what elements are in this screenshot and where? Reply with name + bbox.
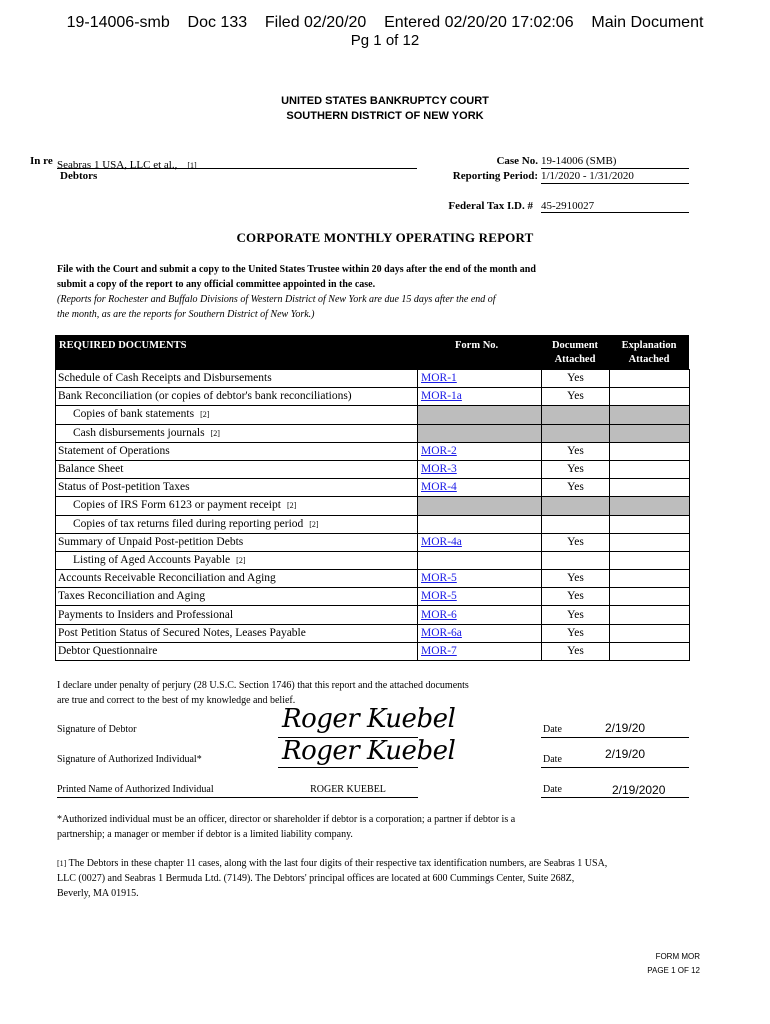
in-re-label: In re — [30, 155, 53, 167]
date-label-2: Date — [543, 754, 562, 765]
row-explanation-attached — [610, 388, 690, 406]
footnote-1-mark: [1] — [57, 859, 67, 868]
required-documents-table — [55, 369, 690, 661]
row-form-no — [418, 442, 542, 460]
row-label — [56, 588, 418, 606]
row-label-text: Status of Post-petition Taxes — [58, 481, 190, 494]
row-document-attached — [542, 515, 610, 533]
row-explanation-attached — [610, 497, 690, 515]
row-label-text: Post Petition Status of Secured Notes, Leases Payable — [58, 626, 306, 639]
row-form-no — [418, 406, 542, 424]
authorized-note-2: partnership; a manager or member if debtor is a limited liability company. — [57, 829, 353, 840]
court-district: SOUTHERN DISTRICT OF NEW YORK — [286, 110, 484, 122]
signature-authorized-label: Signature of Authorized Individual* — [57, 754, 202, 765]
row-label-text: Debtor Questionnaire — [58, 644, 158, 657]
row-label-text: Cash disbursements journals — [73, 426, 205, 439]
form-link[interactable]: MOR-1a — [421, 390, 462, 403]
row-label — [56, 551, 418, 569]
case-no-label: Case No. — [496, 155, 538, 167]
row-label-text: Schedule of Cash Receipts and Disbursements — [58, 372, 272, 385]
report-title: CORPORATE MONTHLY OPERATING REPORT — [236, 230, 534, 245]
row-explanation-attached — [610, 533, 690, 551]
row-document-attached — [542, 570, 610, 588]
table-row — [56, 370, 690, 388]
table-row — [56, 442, 690, 460]
row-document-attached — [542, 497, 610, 515]
row-explanation-attached — [610, 442, 690, 460]
attached-value: Yes — [567, 372, 584, 385]
row-explanation-attached — [610, 515, 690, 533]
row-label-text: Summary of Unpaid Post-petition Debts — [58, 535, 244, 548]
instruction-line-2: submit a copy of the report to any official committee appointed in the case. — [57, 279, 376, 290]
row-form-no — [418, 551, 542, 569]
row-form-no — [418, 624, 542, 642]
attached-value: Yes — [567, 444, 584, 457]
form-link[interactable]: MOR-5 — [421, 572, 457, 585]
date-value-2: 2/19/20 — [605, 747, 646, 761]
row-explanation-attached — [610, 424, 690, 442]
footer-form: FORM MOR — [655, 952, 700, 961]
table-row — [56, 551, 690, 569]
date-label-1: Date — [543, 724, 562, 735]
attached-value: Yes — [567, 463, 584, 476]
attached-value: Yes — [567, 608, 584, 621]
reporting-period-value: 1/1/2020 - 1/31/2020 — [541, 170, 689, 184]
row-label — [56, 606, 418, 624]
table-row — [56, 570, 690, 588]
row-form-no — [418, 497, 542, 515]
row-footnote-ref: [2] — [200, 410, 210, 420]
row-label — [56, 442, 418, 460]
signature-debtor-label: Signature of Debtor — [57, 724, 137, 735]
row-label-text: Taxes Reconciliation and Aging — [58, 590, 206, 603]
row-label-text: Balance Sheet — [58, 463, 124, 476]
date-line-1 — [541, 737, 689, 738]
row-form-no — [418, 533, 542, 551]
printed-name-value: ROGER KUEBEL — [310, 784, 386, 795]
row-document-attached — [542, 588, 610, 606]
table-row — [56, 606, 690, 624]
row-document-attached — [542, 624, 610, 642]
debtor-footnote-ref: [1] — [187, 161, 197, 170]
row-label — [56, 497, 418, 515]
date-value-1: 2/19/20 — [605, 721, 646, 735]
case-no-value: 19-14006 (SMB) — [541, 155, 689, 169]
row-label — [56, 370, 418, 388]
row-label-text: Copies of IRS Form 6123 or payment receipt — [73, 499, 281, 512]
row-document-attached — [542, 388, 610, 406]
attached-value: Yes — [567, 590, 584, 603]
row-explanation-attached — [610, 370, 690, 388]
row-label — [56, 570, 418, 588]
row-label — [56, 624, 418, 642]
attached-value: Yes — [567, 390, 584, 403]
row-form-no — [418, 370, 542, 388]
form-link[interactable]: MOR-4 — [421, 481, 457, 494]
row-label — [56, 406, 418, 424]
table-row — [56, 497, 690, 515]
row-explanation-attached — [610, 642, 690, 660]
reporting-period-label: Reporting Period: — [452, 170, 538, 182]
row-footnote-ref: [2] — [236, 555, 246, 565]
row-form-no — [418, 588, 542, 606]
form-link[interactable]: MOR-5 — [421, 590, 457, 603]
row-label — [56, 424, 418, 442]
row-label — [56, 515, 418, 533]
declaration-line-2: are true and correct to the best of my knowledge and belief. — [57, 695, 296, 706]
row-form-no — [418, 424, 542, 442]
attached-value: Yes — [567, 535, 584, 548]
instruction-line-1: File with the Court and submit a copy to the United States Trustee within 20 days after the end of the month and — [57, 264, 536, 275]
header-document-attached-1: Document — [551, 340, 599, 351]
row-label-text: Copies of tax returns filed during reporting period — [73, 517, 304, 530]
header-explanation-attached-1: Explanation — [621, 340, 677, 351]
date-value-3: 2/19/2020 — [612, 783, 666, 797]
date-line-2 — [541, 767, 689, 768]
form-link[interactable]: MOR-6 — [421, 608, 457, 621]
row-explanation-attached — [610, 406, 690, 424]
row-document-attached — [542, 406, 610, 424]
form-link[interactable]: MOR-3 — [421, 463, 457, 476]
footer-page: PAGE 1 OF 12 — [647, 966, 700, 975]
table-row — [56, 624, 690, 642]
row-label-text: Bank Reconciliation (or copies of debtor's bank reconciliations) — [58, 390, 352, 403]
debtor-name-line — [57, 155, 417, 169]
form-link[interactable]: MOR-4a — [421, 535, 462, 548]
signature-authorized-image: Roger Kuebel — [282, 736, 456, 766]
footnote-1-text-1: The Debtors in these chapter 11 cases, along with the last four digits of their respective tax identification numbers, are Seabras 1 USA, — [68, 858, 608, 869]
row-explanation-attached — [610, 588, 690, 606]
attached-value: Yes — [567, 572, 584, 585]
table-row — [56, 424, 690, 442]
row-label-text: Listing of Aged Accounts Payable — [73, 553, 231, 566]
printed-name-line — [57, 797, 418, 798]
row-label-text: Accounts Receivable Reconciliation and Aging — [58, 572, 276, 585]
row-explanation-attached — [610, 479, 690, 497]
table-row — [56, 642, 690, 660]
row-form-no — [418, 570, 542, 588]
row-document-attached — [542, 370, 610, 388]
row-explanation-attached — [610, 551, 690, 569]
form-link[interactable]: MOR-6a — [421, 626, 462, 639]
row-label — [56, 388, 418, 406]
ecf-header-page: Pg 1 of 12 — [350, 32, 420, 49]
row-form-no — [418, 606, 542, 624]
printed-name-label: Printed Name of Authorized Individual — [57, 784, 214, 795]
authorized-note-1: *Authorized individual must be an officer, director or shareholder if debtor is a corporation; a partner if debtor is a — [57, 814, 516, 825]
table-row — [56, 460, 690, 478]
signature-authorized-line — [278, 767, 418, 768]
table-row — [56, 588, 690, 606]
row-explanation-attached — [610, 606, 690, 624]
table-row — [56, 515, 690, 533]
row-document-attached — [542, 642, 610, 660]
row-document-attached — [542, 533, 610, 551]
instruction-line-3: (Reports for Rochester and Buffalo Divisions of Western District of New York are due 15 days after the end of — [57, 294, 496, 305]
row-document-attached — [542, 479, 610, 497]
court-name: UNITED STATES BANKRUPTCY COURT — [281, 95, 489, 107]
tax-id-value: 45-2910027 — [541, 200, 689, 213]
row-document-attached — [542, 606, 610, 624]
row-label — [56, 460, 418, 478]
row-document-attached — [542, 442, 610, 460]
ecf-header-line1: 19-14006-smb Doc 133 Filed 02/20/20 Entered 02/20/20 17:02:06 Main Document — [66, 14, 704, 31]
row-label-text: Payments to Insiders and Professional — [58, 608, 234, 621]
row-form-no — [418, 388, 542, 406]
table-row — [56, 388, 690, 406]
footnote-1-line-2: LLC (0027) and Seabras 1 Bermuda Ltd. (7149). The Debtors' principal offices are located at 600 Cummings Center, Suite 268Z, — [57, 873, 575, 884]
row-explanation-attached — [610, 460, 690, 478]
row-form-no — [418, 642, 542, 660]
debtor-name: Seabras 1 USA, LLC et al., — [57, 159, 178, 171]
table-row — [56, 533, 690, 551]
row-form-no — [418, 479, 542, 497]
row-document-attached — [542, 460, 610, 478]
table-row — [56, 406, 690, 424]
row-footnote-ref: [2] — [286, 501, 297, 511]
header-document-attached-2: Attached — [554, 354, 596, 365]
header-explanation-attached-2: Attached — [628, 354, 670, 365]
debtors-label: Debtors — [60, 170, 98, 182]
header-form-no: Form No. — [455, 340, 499, 351]
row-form-no — [418, 460, 542, 478]
row-label-text: Statement of Operations — [58, 444, 170, 457]
row-explanation-attached — [610, 570, 690, 588]
row-label — [56, 642, 418, 660]
header-required-documents: REQUIRED DOCUMENTS — [59, 340, 187, 351]
footnote-1-line-1 — [57, 858, 607, 869]
row-footnote-ref: [2] — [309, 519, 319, 529]
row-explanation-attached — [610, 624, 690, 642]
date-line-3 — [541, 797, 689, 798]
row-footnote-ref: [2] — [210, 428, 220, 438]
row-label — [56, 479, 418, 497]
instruction-line-4: the month, as are the reports for Southern District of New York.) — [57, 309, 315, 320]
form-link[interactable]: MOR-1 — [421, 372, 457, 385]
row-document-attached — [542, 424, 610, 442]
row-document-attached — [542, 551, 610, 569]
footnote-1-line-3: Beverly, MA 01915. — [57, 888, 139, 899]
signature-debtor-image: Roger Kuebel — [282, 704, 456, 734]
attached-value: Yes — [567, 481, 584, 494]
documents-table-header — [55, 335, 689, 369]
date-label-3: Date — [543, 784, 562, 795]
row-label-text: Copies of bank statements — [73, 408, 195, 421]
row-form-no — [418, 515, 542, 533]
attached-value: Yes — [567, 626, 584, 639]
declaration-line-1: I declare under penalty of perjury (28 U.S.C. Section 1746) that this report and the attached documents — [57, 680, 469, 691]
tax-id-label: Federal Tax I.D. # — [448, 200, 533, 212]
form-link[interactable]: MOR-2 — [421, 444, 457, 457]
form-link[interactable]: MOR-7 — [421, 644, 457, 657]
table-row — [56, 479, 690, 497]
row-label — [56, 533, 418, 551]
attached-value: Yes — [567, 644, 584, 657]
